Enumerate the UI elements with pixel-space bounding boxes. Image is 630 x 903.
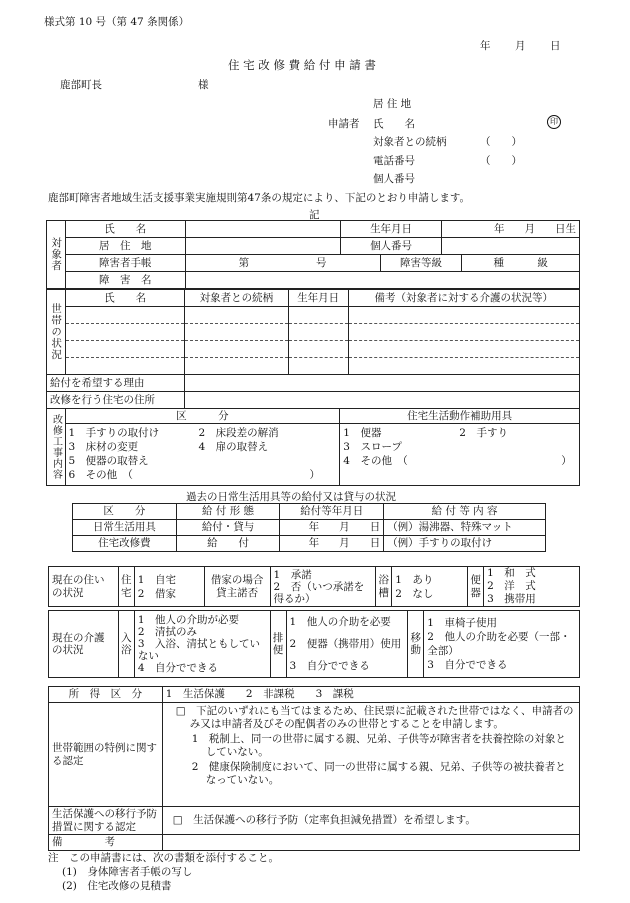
phone-paren: （ ）: [480, 155, 522, 167]
past-row-form[interactable]: 給 付: [176, 536, 280, 552]
applicant-name-label: 氏 名: [373, 118, 415, 130]
addressee-honorific: 様: [198, 79, 209, 91]
relation-paren: （ ）: [480, 136, 522, 148]
excretion-option-3[interactable]: 3 自分でできる: [289, 660, 370, 672]
household-col-name: 氏 名: [66, 290, 185, 307]
disability-label: 障 害 名: [66, 272, 185, 289]
household-cell[interactable]: [185, 341, 289, 358]
past-col-kubun: 区 分: [73, 504, 177, 520]
welfare-checkbox-text[interactable]: □ 生活保護への移行予防（定率負担減免措置）を希望します。: [162, 807, 579, 835]
subject-address-label: 居 住 地: [66, 238, 185, 255]
subject-mynumber-value[interactable]: [442, 238, 580, 255]
special-condition-1: 1 税制上、同一の世帯に属する親、兄弟、子供等が障害者を扶養控除の対象としていない。: [191, 733, 566, 758]
rent-option-1[interactable]: 1 承諾: [273, 568, 312, 581]
toilet-label: 便器: [468, 567, 484, 607]
household-cell[interactable]: [288, 341, 348, 358]
bathing-option-4[interactable]: 4 自分でできる: [137, 662, 219, 674]
household-cell[interactable]: [348, 324, 579, 341]
bath-options: [392, 567, 468, 607]
bath-option-1[interactable]: 1 あり: [395, 573, 434, 586]
toilet-options: [484, 567, 580, 607]
household-section: 世帯の状況: [47, 290, 66, 375]
date-day: 日: [550, 40, 561, 52]
bath-label: 浴槽: [376, 567, 392, 607]
household-cell[interactable]: [348, 307, 579, 324]
house-option-2[interactable]: 2 借家: [137, 587, 176, 600]
remarks-value[interactable]: [162, 835, 579, 851]
note-item-2: (2) 住宅改修の見積書: [62, 880, 172, 892]
living-table: [48, 566, 580, 607]
excretion-option-1[interactable]: 1 他人の介助を必要: [289, 616, 391, 628]
works-kubun-header: 区 分: [65, 409, 340, 424]
subject-address-value[interactable]: [185, 238, 340, 255]
household-cell[interactable]: [348, 358, 579, 375]
move-label: 移動: [408, 611, 424, 678]
excretion-option-2[interactable]: 2 便器（携帯用）使用: [289, 638, 402, 650]
work-option-6[interactable]: 6 その他 （: [68, 469, 133, 481]
household-cell[interactable]: [288, 324, 348, 341]
special-label: 世帯範囲の特例に関する認定: [49, 703, 163, 807]
toilet-option-1[interactable]: 1 和 式: [487, 567, 536, 579]
note-item-1: (1) 身体障害者手帳の写し: [62, 866, 193, 878]
work-option-4[interactable]: 4 扉の取替え: [198, 441, 269, 453]
household-cell[interactable]: [66, 324, 185, 341]
special-condition-2: 2 健康保険制度において、同一の世帯に属する親、兄弟、子供等の被扶養者となっていない。: [191, 761, 566, 786]
reason-label: 給付を希望する理由: [47, 375, 185, 392]
subject-name-label: 氏 名: [66, 221, 185, 238]
aid-option-3[interactable]: 3 スロープ: [343, 441, 402, 453]
past-row-kubun: 日常生活用具: [73, 520, 177, 536]
rent-options: [270, 567, 376, 607]
move-options: [424, 611, 580, 678]
handbook-label: 障害者手帳: [66, 255, 185, 272]
aid-option-4[interactable]: 4 その他 （: [343, 455, 408, 467]
move-option-1[interactable]: 1 車椅子使用: [427, 617, 497, 629]
past-row-content[interactable]: （例）湯沸器、特殊マット: [384, 520, 546, 536]
past-title: 過去の日常生活用具等の給付又は貸与の状況: [186, 491, 396, 503]
household-table: [46, 289, 580, 375]
reason-table: [46, 374, 580, 409]
past-row-kubun: 住宅改修費: [73, 536, 177, 552]
works-section: 改修工事内容: [47, 409, 66, 486]
house-option-1[interactable]: 1 自宅: [137, 573, 176, 586]
aid-option-2[interactable]: 2 手すり: [459, 427, 508, 439]
subject-name-value[interactable]: [185, 221, 340, 238]
past-row-date[interactable]: 年 月 日: [280, 536, 384, 552]
aid-option-1[interactable]: 1 便器: [343, 427, 382, 439]
date-year: 年: [480, 40, 491, 52]
reason-value[interactable]: [184, 375, 579, 392]
household-cell[interactable]: [66, 341, 185, 358]
household-cell[interactable]: [288, 358, 348, 375]
house-type-options: [134, 567, 204, 607]
past-row-form[interactable]: 給付・貸与: [176, 520, 280, 536]
subject-mynumber-label: 個人番号: [340, 238, 442, 255]
excretion-options: [286, 611, 408, 678]
applicant-address-label: 居 住 地: [373, 98, 412, 110]
notes-head: 注 この申請書には、次の書類を添付すること。: [48, 852, 279, 864]
house-type-label: 住宅: [118, 567, 134, 607]
birth-value[interactable]: 年 月 日生: [442, 221, 580, 238]
statement: 鹿部町障害者地域生活支援事業実施規則第47条の規定により、下記のとおり申請します。: [48, 192, 471, 204]
relation-label: 対象者との続柄: [373, 136, 447, 148]
household-cell[interactable]: [348, 341, 579, 358]
house-address-label: 改修を行う住宅の住所: [47, 392, 185, 409]
household-cell[interactable]: [185, 307, 289, 324]
grade-value[interactable]: 種 級: [462, 255, 580, 272]
household-col-relation: 対象者との続柄: [185, 290, 289, 307]
care-label: 現在の介護の状況: [49, 611, 119, 678]
bath-option-2[interactable]: 2 なし: [395, 587, 434, 600]
household-col-birth: 生年月日: [288, 290, 348, 307]
past-col-form: 給 付 形 態: [176, 504, 280, 520]
work-option-2[interactable]: 2 床段差の解消: [198, 427, 279, 439]
aids-header: 住宅生活動作補助用具: [340, 409, 580, 424]
past-col-content: 給 付 等 内 容: [384, 504, 546, 520]
work-option-5[interactable]: 5 便器の取替え: [68, 455, 149, 467]
income-table: [48, 686, 580, 851]
bathing-label: 入浴: [118, 611, 134, 678]
welfare-label: 生活保護への移行予防措置に関する認定: [49, 807, 163, 835]
household-cell[interactable]: [288, 307, 348, 324]
household-col-remarks: 備考（対象者に対する介護の状況等）: [348, 290, 579, 307]
grade-label: 障害等級: [380, 255, 462, 272]
subject-table: [46, 220, 580, 289]
care-table: [48, 610, 580, 678]
special-checkbox-text[interactable]: □ 下記のいずれにも当てはまるため、住民票に記載された世帯ではなく、申請者のみ又は申請者及びその配偶者のみの世帯とすることを申請します。: [175, 705, 574, 730]
past-table: [72, 503, 546, 552]
rent-option-2[interactable]: 2 否（いつ承諾を得るか）: [273, 580, 365, 605]
toilet-option-3[interactable]: 3 携帯用: [487, 593, 536, 605]
past-row-content[interactable]: （例）手すりの取付け: [384, 536, 546, 552]
mynumber-label: 個人番号: [373, 173, 415, 185]
aids-options: 1 便器 2 手すり 3 スロープ 4 その他 （ ）: [340, 424, 580, 486]
past-col-date: 給付等年月日: [280, 504, 384, 520]
household-cell[interactable]: [66, 358, 185, 375]
excretion-label: 排便: [270, 611, 286, 678]
income-label: 所 得 区 分: [49, 687, 163, 703]
bathing-options: [134, 611, 270, 678]
bathing-option-1[interactable]: 1 他人の介助が必要: [137, 614, 240, 626]
work-option-1[interactable]: 1 手すりの取付け: [68, 427, 160, 439]
works-options: 1 手すりの取付け 2 床段差の解消 3 床材の変更 4 扉の取替え 5 便器の取替え 6 その他 （ ）: [65, 424, 340, 486]
addressee: 鹿部町長: [60, 79, 102, 91]
move-option-2[interactable]: 2 他人の介助を必要（一部・全部）: [427, 631, 571, 657]
household-cell[interactable]: [66, 307, 185, 324]
bathing-option-2[interactable]: 2 清拭のみ: [137, 626, 198, 638]
phone-label: 電話番号: [373, 155, 415, 167]
toilet-option-2[interactable]: 2 洋 式: [487, 580, 536, 592]
move-option-3[interactable]: 3 自分でできる: [427, 659, 508, 671]
household-cell[interactable]: [185, 324, 289, 341]
living-label: 現在の住いの状況: [49, 567, 119, 607]
subject-section: 対象者: [47, 221, 66, 289]
applicant-label: 申請者: [328, 118, 360, 130]
handbook-number[interactable]: 第 号: [185, 255, 380, 272]
date-month: 月: [515, 40, 526, 52]
household-cell[interactable]: [185, 358, 289, 375]
bathing-option-3[interactable]: 3 入浴、清拭ともしていない: [137, 638, 261, 662]
works-table: [46, 408, 580, 486]
rent-label: 借家の場合貸主諾否: [204, 567, 270, 607]
work-option-3[interactable]: 3 床材の変更: [68, 441, 139, 453]
seal-mark: 印: [547, 115, 561, 129]
page-title: 住 宅 改 修 費 給 付 申 請 書: [228, 58, 376, 72]
ki-label: 記: [309, 209, 320, 221]
special-content: [162, 703, 579, 807]
birth-label: 生年月日: [340, 221, 442, 238]
income-options[interactable]: 1 生活保護 2 非課税 3 課税: [162, 687, 579, 703]
remarks-label: 備 考: [49, 835, 163, 851]
past-row-date[interactable]: 年 月 日: [280, 520, 384, 536]
house-address-value[interactable]: [184, 392, 579, 409]
form-number: 様式第 10 号（第 47 条関係）: [44, 16, 190, 28]
disability-value[interactable]: [185, 272, 579, 289]
